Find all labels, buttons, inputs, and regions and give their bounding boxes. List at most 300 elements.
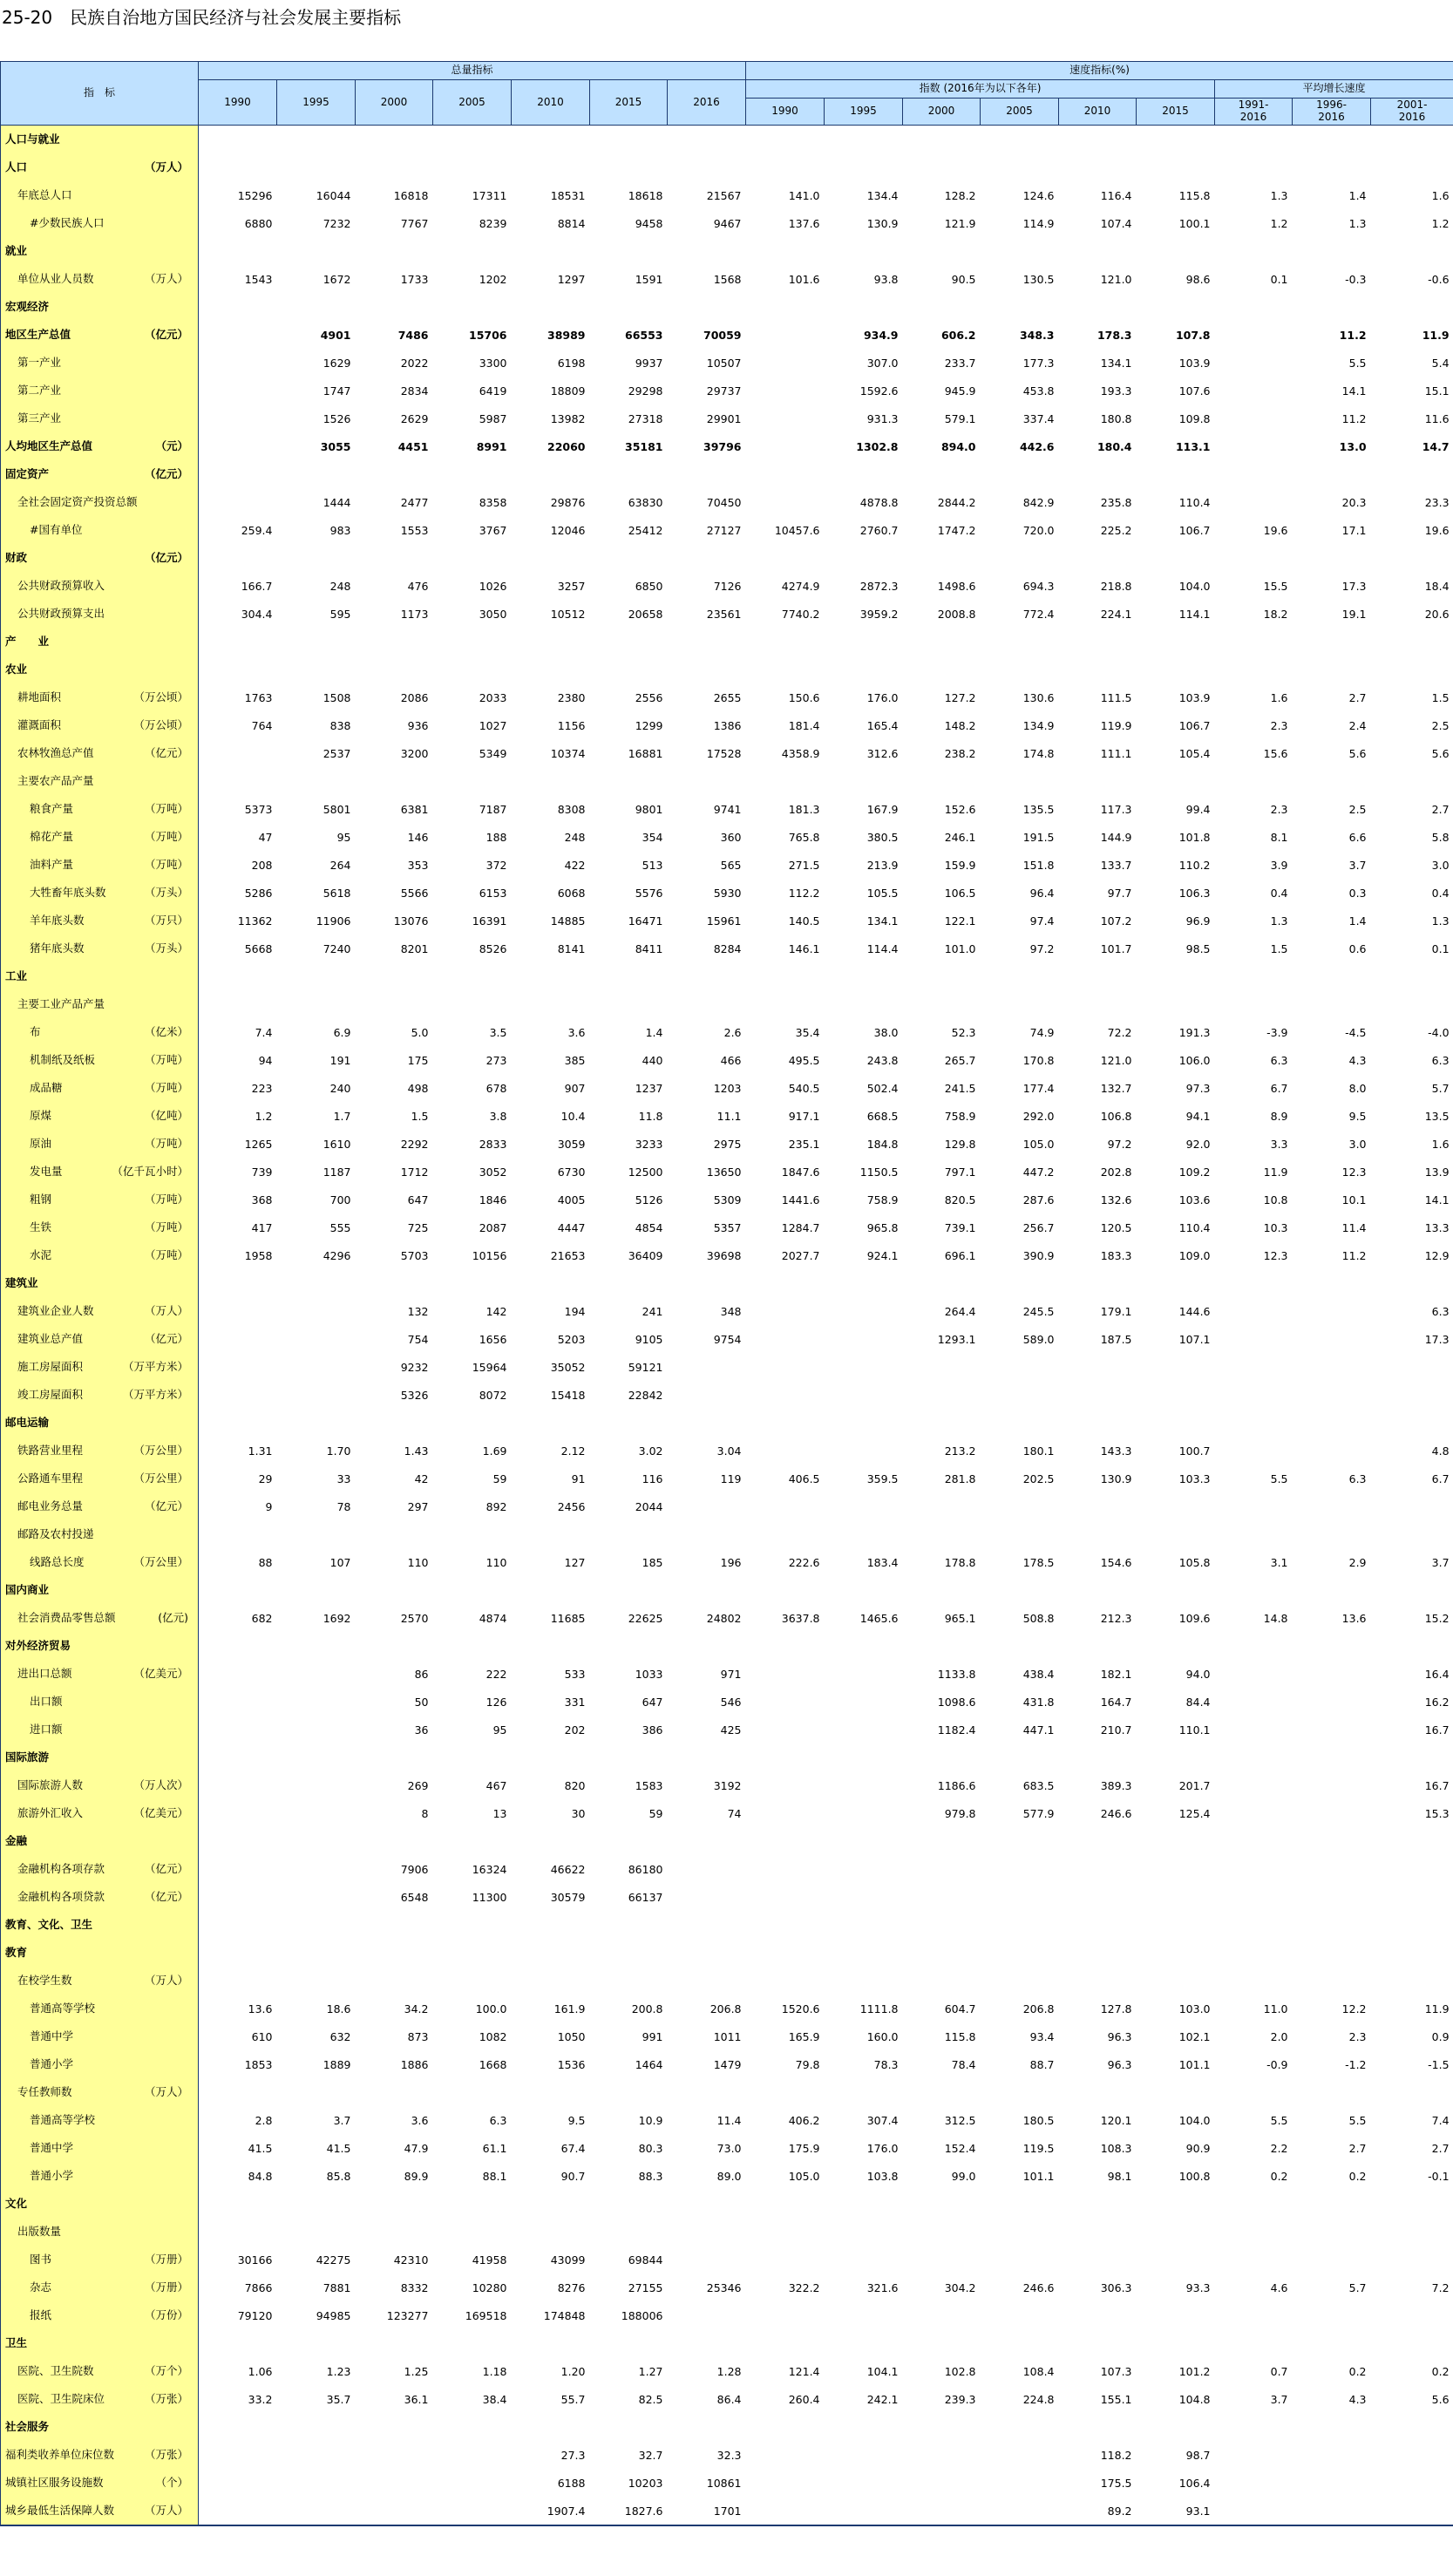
data-cell xyxy=(668,544,746,572)
row-label-wrap xyxy=(5,209,194,237)
data-cell: 102.8 xyxy=(944,2364,976,2378)
data-cell: 111.1 xyxy=(1100,746,1132,760)
data-cell xyxy=(746,1269,825,1297)
data-cell: 431.8 xyxy=(1022,1695,1055,1709)
data-cell: 241.5 xyxy=(944,1081,976,1095)
data-cell: 121.4 xyxy=(788,2364,820,2378)
row-label-wrap xyxy=(5,2357,194,2385)
row-label: 公共财政预算收入 xyxy=(17,579,105,592)
data-cell xyxy=(277,1911,356,1939)
data-cell: 100.1 xyxy=(1178,216,1211,230)
row-label-cell xyxy=(1,1353,199,1381)
data-cell xyxy=(356,2441,433,2469)
data-cell xyxy=(825,1269,903,1297)
data-cell: 2.12 xyxy=(560,1444,586,1458)
data-cell: 1187 xyxy=(323,1165,351,1179)
data-cell: 7866 xyxy=(244,2280,273,2294)
data-cell xyxy=(512,2413,590,2441)
data-cell xyxy=(825,544,903,572)
row-label-wrap xyxy=(5,1520,194,1548)
data-cell: 213.9 xyxy=(866,858,899,872)
data-cell xyxy=(1059,990,1137,1018)
data-cell: 105.5 xyxy=(866,886,899,900)
data-cell xyxy=(199,404,277,432)
row-label-cell xyxy=(1,1381,199,1409)
data-cell: 169518 xyxy=(465,2308,507,2322)
data-cell: 2.6 xyxy=(723,1025,742,1039)
row-label-wrap xyxy=(5,767,194,795)
row-label-cell xyxy=(1,962,199,990)
data-cell: 93.3 xyxy=(1185,2280,1211,2294)
row-label-wrap xyxy=(5,1939,194,1967)
row-unit: （万份） xyxy=(144,2308,188,2321)
data-cell: 604.7 xyxy=(944,2002,976,2015)
data-cell: 3.7 xyxy=(1431,1555,1450,1569)
data-cell: 3300 xyxy=(479,356,507,370)
row-label-wrap xyxy=(5,1967,194,1995)
data-cell xyxy=(433,628,512,656)
data-cell: 182.1 xyxy=(1100,1667,1132,1681)
data-cell: 46622 xyxy=(550,1862,586,1876)
data-cell: 24802 xyxy=(706,1611,742,1625)
table-row xyxy=(1,935,1453,962)
data-cell xyxy=(199,656,277,683)
data-cell: 29901 xyxy=(706,411,742,425)
data-cell: 10.1 xyxy=(1341,1193,1367,1206)
row-label-cell xyxy=(1,851,199,879)
data-cell: 155.1 xyxy=(1100,2392,1132,2406)
data-cell xyxy=(825,1716,903,1743)
data-cell: 164.7 xyxy=(1100,1695,1132,1709)
data-cell xyxy=(981,990,1059,1018)
row-label: 报纸 xyxy=(30,2308,52,2321)
data-cell: 546 xyxy=(720,1695,742,1709)
data-cell xyxy=(356,544,433,572)
row-label-wrap xyxy=(5,1492,194,1520)
data-cell xyxy=(1215,1911,1293,1939)
data-cell: 820.5 xyxy=(944,1193,976,1206)
data-cell: 9801 xyxy=(635,802,663,816)
data-cell xyxy=(981,2329,1059,2357)
data-cell: 0.2 xyxy=(1431,2364,1450,2378)
data-cell: 8358 xyxy=(479,495,507,509)
data-cell: 0.3 xyxy=(1348,886,1367,900)
table-row xyxy=(1,823,1453,851)
row-label: 进出口总额 xyxy=(17,1667,72,1680)
data-cell: 30166 xyxy=(237,2253,273,2267)
data-cell: 1553 xyxy=(400,523,429,537)
data-cell: 3233 xyxy=(635,1137,663,1151)
table-row xyxy=(1,683,1453,711)
data-cell xyxy=(590,1632,668,1660)
data-cell xyxy=(903,656,981,683)
row-label: 普通小学 xyxy=(30,2169,74,2182)
data-cell xyxy=(1137,1855,1215,1883)
row-label-wrap xyxy=(5,1883,194,1911)
header-total-year: 2000 xyxy=(356,80,433,126)
header-index-year: 2010 xyxy=(1059,99,1137,126)
data-cell: 842.9 xyxy=(1022,495,1055,509)
data-cell xyxy=(1137,1632,1215,1660)
data-cell: 27155 xyxy=(628,2280,663,2294)
data-cell xyxy=(1137,237,1215,265)
table-row xyxy=(1,1743,1453,1771)
data-cell xyxy=(1215,2301,1293,2329)
data-cell: 110 xyxy=(485,1555,507,1569)
row-label-wrap xyxy=(5,544,194,572)
row-label-cell xyxy=(1,2106,199,2134)
data-cell: 41958 xyxy=(472,2253,507,2267)
data-cell xyxy=(1137,126,1215,154)
data-cell: -0.3 xyxy=(1345,272,1367,286)
data-cell: 110.2 xyxy=(1178,858,1211,872)
data-cell xyxy=(1371,962,1453,990)
data-cell: 208 xyxy=(251,858,273,872)
table-row xyxy=(1,739,1453,767)
data-cell xyxy=(746,2469,825,2497)
row-label: 公共财政预算支出 xyxy=(17,607,105,620)
data-cell: 7740.2 xyxy=(781,607,820,621)
data-cell xyxy=(199,1799,277,1827)
data-cell xyxy=(356,2469,433,2497)
data-cell: 248 xyxy=(329,579,351,593)
data-cell xyxy=(1371,656,1453,683)
data-cell: 5668 xyxy=(244,941,273,955)
data-cell: 238.2 xyxy=(944,746,976,760)
data-cell xyxy=(981,2469,1059,2497)
data-cell: 108.3 xyxy=(1100,2141,1132,2155)
data-cell: 739.1 xyxy=(944,1220,976,1234)
data-cell: 144.9 xyxy=(1100,830,1132,844)
data-cell xyxy=(277,2413,356,2441)
data-cell xyxy=(277,1771,356,1799)
row-label: 油料产量 xyxy=(30,858,74,871)
data-cell: 15964 xyxy=(472,1360,507,1374)
data-cell: 610 xyxy=(251,2029,273,2043)
row-label-cell xyxy=(1,1409,199,1437)
data-cell: 90.9 xyxy=(1185,2141,1211,2155)
data-cell: 88.1 xyxy=(482,2169,507,2183)
row-label: #少数民族人口 xyxy=(30,216,105,229)
data-cell: 19.6 xyxy=(1424,523,1450,537)
row-label-cell xyxy=(1,377,199,404)
row-label: 医院、卫生院床位 xyxy=(17,2392,105,2405)
data-cell: 13.9 xyxy=(1424,1165,1450,1179)
data-cell: 202.5 xyxy=(1022,1472,1055,1485)
data-cell: 120.1 xyxy=(1100,2113,1132,2127)
data-cell xyxy=(903,1269,981,1297)
data-cell: 72.2 xyxy=(1107,1025,1132,1039)
data-cell: 498 xyxy=(407,1081,429,1095)
row-label: 布 xyxy=(30,1025,41,1038)
data-cell: 1479 xyxy=(713,2057,742,2071)
data-cell: 820 xyxy=(564,1778,586,1792)
data-cell xyxy=(1293,1939,1371,1967)
data-cell xyxy=(433,656,512,683)
data-cell: 121.0 xyxy=(1100,272,1132,286)
data-cell xyxy=(668,2190,746,2218)
data-cell xyxy=(1293,962,1371,990)
data-cell: 213.2 xyxy=(944,1444,976,1458)
table-row xyxy=(1,1548,1453,1576)
table-row xyxy=(1,2413,1453,2441)
data-cell xyxy=(1059,2413,1137,2441)
data-cell xyxy=(825,628,903,656)
data-cell xyxy=(1371,1576,1453,1604)
row-label-wrap xyxy=(5,1353,194,1381)
data-cell: 38.0 xyxy=(873,1025,899,1039)
data-cell xyxy=(746,349,825,377)
row-label-wrap xyxy=(5,265,194,293)
header-avg-sub: 平均增长速度 xyxy=(1215,80,1453,99)
data-cell xyxy=(277,1409,356,1437)
data-cell: 126 xyxy=(485,1695,507,1709)
row-label: 建筑业总产值 xyxy=(17,1332,84,1345)
data-cell xyxy=(903,2301,981,2329)
data-cell: 4296 xyxy=(323,1248,351,1262)
row-label-wrap xyxy=(5,488,194,516)
data-cell: 1265 xyxy=(244,1137,273,1151)
row-label-cell xyxy=(1,2497,199,2525)
data-cell xyxy=(668,153,746,181)
data-cell: 245.5 xyxy=(1022,1304,1055,1318)
table-row xyxy=(1,1269,1453,1297)
data-cell: 165.9 xyxy=(788,2029,820,2043)
data-cell: 107.2 xyxy=(1100,914,1132,928)
data-cell: 106.0 xyxy=(1178,1053,1211,1067)
data-cell xyxy=(199,1409,277,1437)
data-cell xyxy=(433,2329,512,2357)
data-cell xyxy=(512,293,590,321)
data-cell: 150.6 xyxy=(788,690,820,704)
row-label-cell xyxy=(1,2385,199,2413)
data-cell xyxy=(746,1855,825,1883)
data-cell xyxy=(825,1688,903,1716)
data-cell: 146 xyxy=(407,830,429,844)
data-cell xyxy=(512,153,590,181)
data-cell: 348.3 xyxy=(1019,328,1055,342)
row-label: 邮电运输 xyxy=(5,1416,50,1429)
data-cell: 15961 xyxy=(706,914,742,928)
row-label: 羊年底头数 xyxy=(30,914,85,927)
data-cell: 7126 xyxy=(713,579,742,593)
row-label-wrap xyxy=(5,432,194,460)
data-cell: 39796 xyxy=(703,439,742,453)
data-cell xyxy=(1137,1409,1215,1437)
data-cell xyxy=(512,1576,590,1604)
data-cell: 425 xyxy=(720,1723,742,1737)
row-label: 产 业 xyxy=(5,635,50,648)
data-cell: 132.6 xyxy=(1100,1193,1132,1206)
data-cell: 35181 xyxy=(625,439,663,453)
row-label: 人口与就业 xyxy=(5,133,60,146)
data-cell xyxy=(277,460,356,488)
data-cell xyxy=(590,153,668,181)
row-label-cell xyxy=(1,572,199,600)
data-cell: 10156 xyxy=(472,1248,507,1262)
row-label-cell xyxy=(1,935,199,962)
data-cell xyxy=(1059,126,1137,154)
row-unit: （亿美元） xyxy=(133,1667,188,1680)
data-cell: 160.0 xyxy=(866,2029,899,2043)
data-cell xyxy=(1215,1325,1293,1353)
data-cell xyxy=(1137,2413,1215,2441)
row-unit: （万人） xyxy=(144,1974,188,1987)
data-cell: 97.7 xyxy=(1107,886,1132,900)
data-cell: 348 xyxy=(720,1304,742,1318)
row-label: 出版数量 xyxy=(17,2225,62,2238)
data-cell xyxy=(825,1883,903,1911)
row-label: 耕地面积 xyxy=(17,690,62,703)
data-cell: 1.2 xyxy=(255,1109,273,1123)
data-cell xyxy=(512,1269,590,1297)
data-cell xyxy=(903,2190,981,2218)
data-cell xyxy=(1293,2497,1371,2525)
data-cell xyxy=(1137,2218,1215,2246)
data-cell xyxy=(981,1353,1059,1381)
data-cell xyxy=(1371,293,1453,321)
data-cell: 6548 xyxy=(400,1890,429,1904)
data-cell: 2537 xyxy=(323,746,351,760)
row-unit: （万吨） xyxy=(144,1248,188,1261)
data-cell: 79120 xyxy=(237,2308,273,2322)
data-cell xyxy=(825,1325,903,1353)
row-label-cell xyxy=(1,237,199,265)
data-cell: 2.3 xyxy=(1270,802,1288,816)
data-cell xyxy=(1137,628,1215,656)
data-cell: 104.1 xyxy=(866,2364,899,2378)
data-cell xyxy=(1059,1409,1137,1437)
data-cell xyxy=(746,432,825,460)
data-cell: 66137 xyxy=(628,1890,663,1904)
row-label-wrap xyxy=(5,1018,194,1046)
data-cell xyxy=(746,656,825,683)
data-cell: 88.3 xyxy=(638,2169,663,2183)
data-cell xyxy=(1371,1827,1453,1855)
data-cell xyxy=(668,1743,746,1771)
data-cell: 27318 xyxy=(628,411,663,425)
data-cell: 33.2 xyxy=(248,2392,273,2406)
data-cell xyxy=(512,2078,590,2106)
data-cell: 2.7 xyxy=(1348,690,1367,704)
data-cell: 5.7 xyxy=(1431,1081,1450,1095)
data-cell xyxy=(1293,1688,1371,1716)
data-cell: 10.3 xyxy=(1263,1220,1288,1234)
data-cell xyxy=(746,2441,825,2469)
data-cell: 1.2 xyxy=(1270,216,1288,230)
data-cell xyxy=(981,1855,1059,1883)
data-cell: 0.7 xyxy=(1270,2364,1288,2378)
data-cell: 764 xyxy=(251,718,273,732)
data-cell xyxy=(981,1827,1059,1855)
header-avg-period: 1991- 2016 xyxy=(1215,99,1293,126)
data-cell xyxy=(1215,1381,1293,1409)
data-cell: 121.9 xyxy=(944,216,976,230)
data-cell: 6153 xyxy=(479,886,507,900)
data-cell: 2.8 xyxy=(255,2113,273,2127)
data-cell: 0.4 xyxy=(1270,886,1288,900)
data-cell xyxy=(668,1939,746,1967)
data-cell xyxy=(746,488,825,516)
row-label-cell xyxy=(1,1548,199,1576)
data-cell: 678 xyxy=(485,1081,507,1095)
row-unit: （万公里） xyxy=(133,1444,188,1457)
data-cell: 107.1 xyxy=(1178,1332,1211,1346)
data-cell: 2.2 xyxy=(1270,2141,1288,2155)
data-cell: 117.3 xyxy=(1100,802,1132,816)
row-unit: （亿千瓦小时） xyxy=(112,1165,188,1178)
data-cell: 16044 xyxy=(316,188,351,202)
data-cell: 177.4 xyxy=(1022,1081,1055,1095)
table-row xyxy=(1,2329,1453,2357)
data-cell xyxy=(1215,1855,1293,1883)
row-label: 人口 xyxy=(5,160,28,173)
header-total-year: 2005 xyxy=(433,80,512,126)
data-cell: 1173 xyxy=(400,607,429,621)
data-cell: 1846 xyxy=(479,1193,507,1206)
data-cell xyxy=(1215,460,1293,488)
data-cell: 577.9 xyxy=(1022,1806,1055,1820)
data-cell xyxy=(277,1381,356,1409)
data-cell xyxy=(512,2218,590,2246)
data-cell xyxy=(903,460,981,488)
data-cell: 4854 xyxy=(635,1220,663,1234)
data-cell xyxy=(356,126,433,154)
table-row xyxy=(1,2078,1453,2106)
data-cell: 16.7 xyxy=(1424,1723,1450,1737)
data-cell: 1668 xyxy=(479,2057,507,2071)
data-cell: 11.0 xyxy=(1263,2002,1288,2015)
data-cell xyxy=(746,2078,825,2106)
table-row xyxy=(1,1771,1453,1799)
data-cell xyxy=(903,1939,981,1967)
row-label-cell xyxy=(1,600,199,628)
data-cell xyxy=(199,628,277,656)
row-label-wrap xyxy=(5,572,194,600)
data-cell: 91 xyxy=(571,1472,586,1485)
data-cell xyxy=(1371,544,1453,572)
data-cell: 1498.6 xyxy=(937,579,976,593)
data-cell xyxy=(746,2497,825,2525)
data-cell: 130.5 xyxy=(1022,272,1055,286)
data-cell: 22060 xyxy=(547,439,586,453)
data-cell: 50 xyxy=(414,1695,429,1709)
data-cell: 97.2 xyxy=(1107,1137,1132,1151)
table-row xyxy=(1,181,1453,209)
data-cell xyxy=(1371,2441,1453,2469)
row-label-cell xyxy=(1,907,199,935)
row-label-wrap xyxy=(5,2246,194,2274)
data-cell xyxy=(746,1325,825,1353)
data-cell: 11.9 xyxy=(1424,2002,1450,2015)
data-cell: 447.2 xyxy=(1022,1165,1055,1179)
data-cell: 2.0 xyxy=(1270,2029,1288,2043)
row-label-wrap xyxy=(5,1074,194,1102)
data-cell: 17528 xyxy=(706,746,742,760)
data-cell: 1543 xyxy=(244,272,273,286)
data-cell: 86180 xyxy=(628,1862,663,1876)
header-total-year: 2015 xyxy=(590,80,668,126)
data-cell xyxy=(1293,1297,1371,1325)
row-label-wrap xyxy=(5,2301,194,2329)
data-cell: 5.7 xyxy=(1348,2280,1367,2294)
data-cell: 2008.8 xyxy=(937,607,976,621)
data-cell: 106.5 xyxy=(944,886,976,900)
data-cell: 2022 xyxy=(400,356,429,370)
data-cell xyxy=(1215,1716,1293,1743)
data-cell xyxy=(746,1660,825,1688)
data-cell: 8308 xyxy=(557,802,586,816)
